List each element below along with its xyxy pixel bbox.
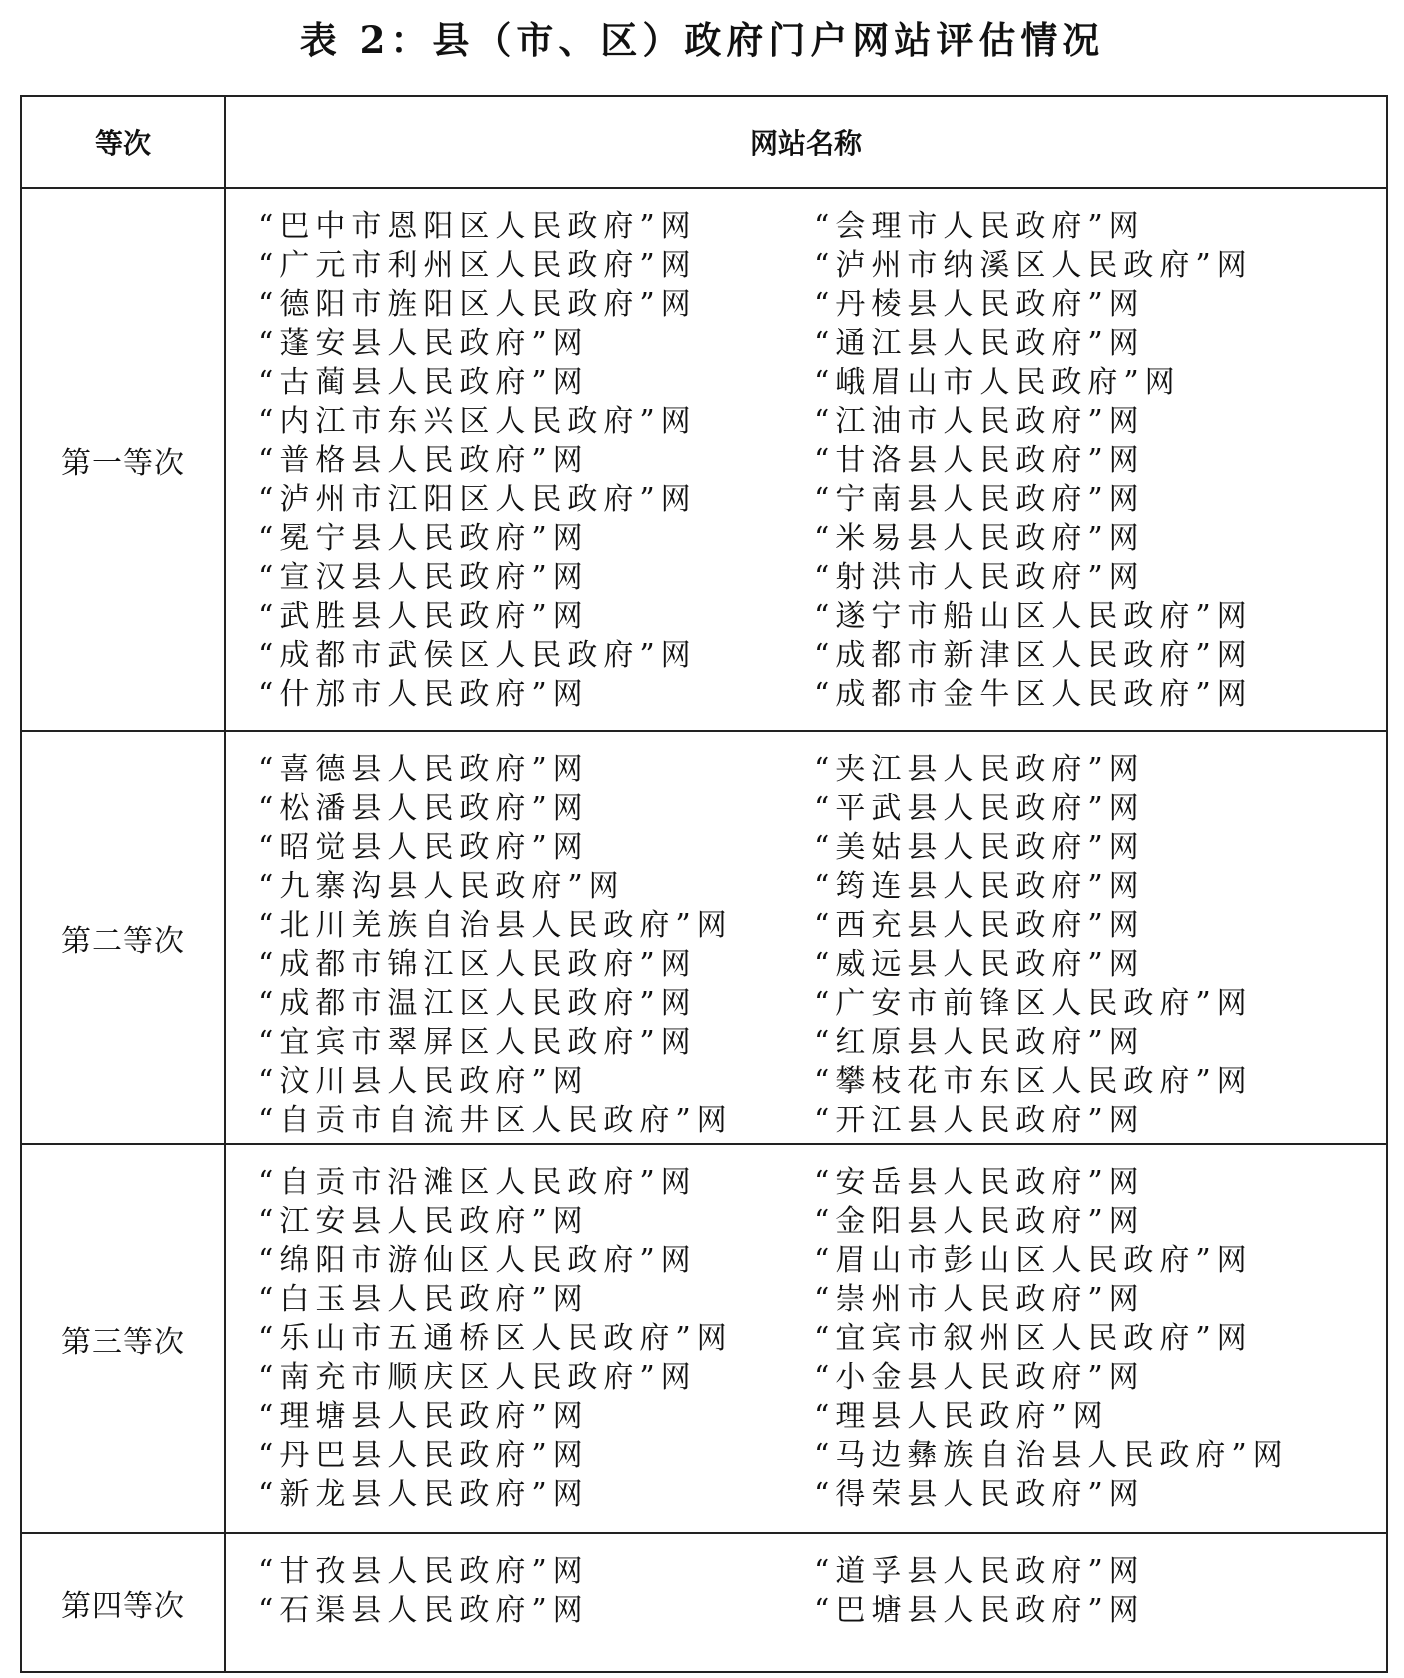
table-body: [21, 188, 1387, 1672]
website-name-item: “射洪市人民政府”网: [814, 560, 1145, 595]
website-name-item: “丹巴县人民政府”网: [258, 1438, 589, 1473]
website-name-item: “什邡市人民政府”网: [258, 677, 589, 712]
website-name-item: “新龙县人民政府”网: [258, 1477, 589, 1512]
website-name-item: “夹江县人民政府”网: [814, 752, 1145, 787]
website-names-column-left: [226, 207, 814, 714]
website-name-item: “丹棱县人民政府”网: [814, 287, 1145, 322]
website-name-item: “道孚县人民政府”网: [814, 1554, 1145, 1589]
website-name-item: “威远县人民政府”网: [814, 947, 1145, 982]
website-names-grid: [226, 1534, 1386, 1630]
website-name-item: “江安县人民政府”网: [258, 1204, 589, 1239]
website-name-item: “崇州市人民政府”网: [814, 1282, 1145, 1317]
website-name-item: “西充县人民政府”网: [814, 908, 1145, 943]
website-name-item: “松潘县人民政府”网: [258, 791, 589, 826]
website-name-item: “眉山市彭山区人民政府”网: [814, 1243, 1253, 1278]
website-name-item: “自贡市自流井区人民政府”网: [258, 1103, 733, 1138]
website-name-item: “内江市东兴区人民政府”网: [258, 404, 697, 439]
website-name-item: “泸州市纳溪区人民政府”网: [814, 248, 1253, 283]
website-name-item: “得荣县人民政府”网: [814, 1477, 1145, 1512]
website-name-item: “理县人民政府”网: [814, 1399, 1109, 1434]
grade-label: 第一等次: [21, 188, 225, 731]
page-title: 表 2：县（市、区）政府门户网站评估情况: [299, 18, 1105, 62]
website-name-item: “北川羌族自治县人民政府”网: [258, 908, 733, 943]
website-name-item: “攀枝花市东区人民政府”网: [814, 1064, 1253, 1099]
website-name-item: “泸州市江阳区人民政府”网: [258, 482, 697, 517]
website-name-item: “筠连县人民政府”网: [814, 869, 1145, 904]
table-row: [21, 1533, 1387, 1672]
website-name-item: “成都市温江区人民政府”网: [258, 986, 697, 1021]
website-name-item: “成都市金牛区人民政府”网: [814, 677, 1253, 712]
website-name-item: “安岳县人民政府”网: [814, 1165, 1145, 1200]
website-name-item: “理塘县人民政府”网: [258, 1399, 589, 1434]
website-name-item: “红原县人民政府”网: [814, 1025, 1145, 1060]
website-name-item: “喜德县人民政府”网: [258, 752, 589, 787]
website-name-item: “石渠县人民政府”网: [258, 1593, 589, 1628]
website-name-item: “德阳市旌阳区人民政府”网: [258, 287, 697, 322]
website-evaluation-table: [20, 95, 1388, 1673]
website-name-item: “宁南县人民政府”网: [814, 482, 1145, 517]
website-names-cell: [225, 1533, 1387, 1672]
website-name-item: “小金县人民政府”网: [814, 1360, 1145, 1395]
website-name-item: “甘洛县人民政府”网: [814, 443, 1145, 478]
website-name-item: “汶川县人民政府”网: [258, 1064, 589, 1099]
website-name-item: “巴中市恩阳区人民政府”网: [258, 209, 697, 244]
website-name-item: “乐山市五通桥区人民政府”网: [258, 1321, 733, 1356]
website-name-item: “宣汉县人民政府”网: [258, 560, 589, 595]
website-name-item: “九寨沟县人民政府”网: [258, 869, 625, 904]
website-name-item: “白玉县人民政府”网: [258, 1282, 589, 1317]
website-name-item: “甘孜县人民政府”网: [258, 1554, 589, 1589]
table-row: [21, 731, 1387, 1144]
website-names-column-right: [814, 1552, 1374, 1630]
website-name-item: “宜宾市叙州区人民政府”网: [814, 1321, 1253, 1356]
website-name-item: “古蔺县人民政府”网: [258, 365, 589, 400]
website-name-item: “广元市利州区人民政府”网: [258, 248, 697, 283]
table-header-row: [21, 96, 1387, 188]
website-names-column-right: [814, 750, 1374, 1140]
website-name-item: “峨眉山市人民政府”网: [814, 365, 1181, 400]
grade-label: 第二等次: [21, 731, 225, 1144]
website-name-item: “成都市锦江区人民政府”网: [258, 947, 697, 982]
website-names-cell: [225, 188, 1387, 731]
website-name-item: “遂宁市船山区人民政府”网: [814, 599, 1253, 634]
website-names-grid: [226, 1145, 1386, 1514]
website-name-item: “米易县人民政府”网: [814, 521, 1145, 556]
website-name-item: “宜宾市翠屏区人民政府”网: [258, 1025, 697, 1060]
website-name-item: “江油市人民政府”网: [814, 404, 1145, 439]
grade-label: 第四等次: [21, 1533, 225, 1672]
website-name-item: “普格县人民政府”网: [258, 443, 589, 478]
website-name-item: “会理市人民政府”网: [814, 209, 1145, 244]
website-names-column-right: [814, 207, 1374, 714]
website-name-item: “金阳县人民政府”网: [814, 1204, 1145, 1239]
website-name-item: “蓬安县人民政府”网: [258, 326, 589, 361]
website-name-item: “巴塘县人民政府”网: [814, 1593, 1145, 1628]
grade-label: 第三等次: [21, 1144, 225, 1533]
header-grade: 等次: [21, 96, 225, 188]
website-name-item: “马边彝族自治县人民政府”网: [814, 1438, 1289, 1473]
website-names-column-right: [814, 1163, 1374, 1514]
website-name-item: “武胜县人民政府”网: [258, 599, 589, 634]
website-name-item: “自贡市沿滩区人民政府”网: [258, 1165, 697, 1200]
website-name-item: “开江县人民政府”网: [814, 1103, 1145, 1138]
website-names-grid: [226, 732, 1386, 1140]
website-name-item: “广安市前锋区人民政府”网: [814, 986, 1253, 1021]
website-name-item: “美姑县人民政府”网: [814, 830, 1145, 865]
website-name-item: “成都市新津区人民政府”网: [814, 638, 1253, 673]
website-name-item: “成都市武侯区人民政府”网: [258, 638, 697, 673]
website-name-item: “平武县人民政府”网: [814, 791, 1145, 826]
website-names-column-left: [226, 1163, 814, 1514]
website-names-cell: [225, 731, 1387, 1144]
table-row: [21, 188, 1387, 731]
table-row: [21, 1144, 1387, 1533]
website-name-item: “昭觉县人民政府”网: [258, 830, 589, 865]
website-names-grid: [226, 189, 1386, 714]
website-names-column-left: [226, 750, 814, 1140]
website-name-item: “绵阳市游仙区人民政府”网: [258, 1243, 697, 1278]
website-names-cell: [225, 1144, 1387, 1533]
website-name-item: “通江县人民政府”网: [814, 326, 1145, 361]
website-name-item: “冕宁县人民政府”网: [258, 521, 589, 556]
website-names-column-left: [226, 1552, 814, 1630]
header-website-name: 网站名称: [225, 96, 1387, 188]
website-name-item: “南充市顺庆区人民政府”网: [258, 1360, 697, 1395]
